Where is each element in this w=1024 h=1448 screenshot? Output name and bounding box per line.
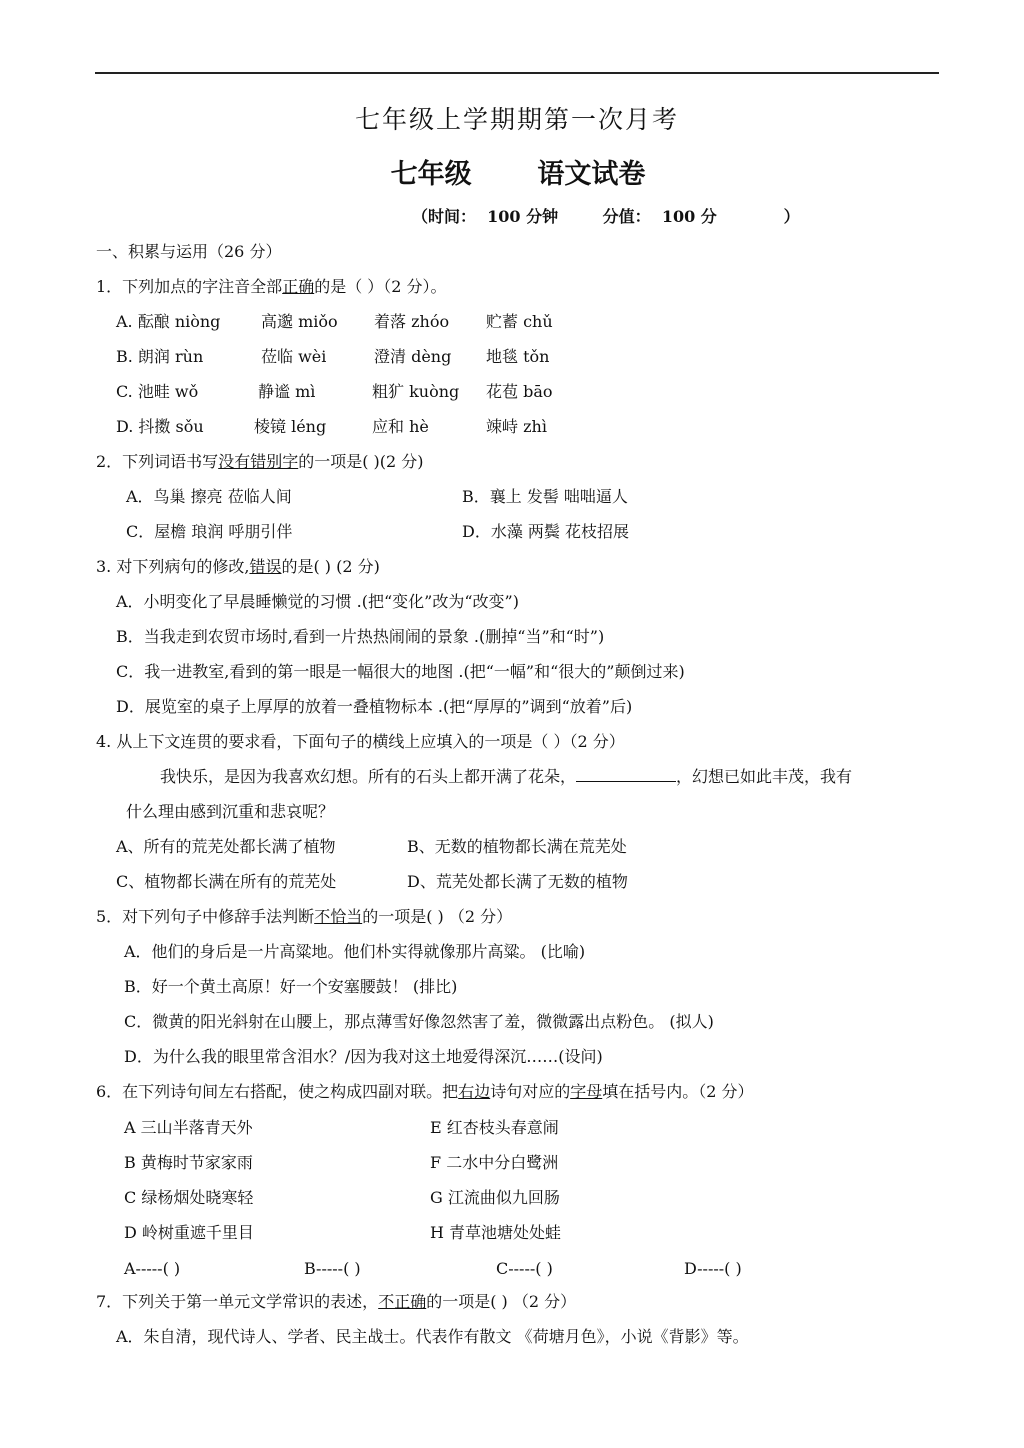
q7-option-a: A．朱自清，现代诗人、学者、民主战士。代表作有散文 《荷塘月色》，小说《背影》等。 [116, 1327, 749, 1346]
q3-option-c: C．我一进教室,看到的第一眼是一幅很大的地图 .(把“一幅”和“很大的”颠倒过来) [116, 662, 685, 681]
q6-right-line: H 青草池塘处处蛙 [430, 1223, 562, 1242]
q6-answer-slot[interactable]: D-----( ) [684, 1259, 742, 1278]
q1-option: 贮蓄 chǔ [486, 312, 553, 331]
q5-option-b: B．好一个黄土高原！好一个安塞腰鼓！ (排比) [124, 977, 458, 996]
emphasis-underline: 错误 [249, 557, 282, 576]
q6-right-line: F 二水中分白鹭洲 [430, 1153, 559, 1172]
q6-answer-slot[interactable]: B-----( ) [304, 1259, 361, 1278]
q6-answer-slot[interactable]: C-----( ) [496, 1259, 553, 1278]
question-6-stem: 6．在下列诗句间左右搭配，使之构成四副对联。把右边诗句对应的字母填在括号内。（2 分） [96, 1082, 754, 1101]
q1-option: 高邈 miǒo [261, 312, 338, 331]
q6-right-line: G 江流曲似九回肠 [430, 1188, 560, 1207]
emphasis-underline: 正确 [282, 277, 315, 296]
q4-passage: 我快乐，是因为我喜欢幻想。所有的石头上都开满了花朵， ，幻想已如此丰茂，我有 [160, 767, 853, 786]
emphasis-underline: 不恰当 [314, 907, 363, 926]
q6-left-line: A 三山半落青天外 [124, 1118, 253, 1137]
q1-option: A. 酝酿 niòng [116, 312, 221, 331]
emphasis-underline: 字母 [570, 1082, 603, 1101]
q4-option-b: B、无数的植物都长满在荒芜处 [407, 837, 627, 856]
q6-left-line: B 黄梅时节家家雨 [124, 1153, 253, 1172]
q3-option-d: D．展览室的桌子上厚厚的放着一叠植物标本 .(把“厚厚的”调到“放着”后) [116, 697, 633, 716]
question-3-stem: 3. 对下列病句的修改,错误的是( ) (2 分) [96, 557, 380, 576]
q1-option: 地毯 tǒn [486, 347, 550, 366]
q6-left-line: D 岭树重遮千里目 [124, 1223, 254, 1242]
q2-option-b: B．襄上 发髻 咄咄逼人 [462, 487, 628, 506]
question-4-stem: 4. 从上下文连贯的要求看，下面句子的横线上应填入的一项是（ ）（2 分） [96, 732, 625, 751]
q1-option: 着落 zhóo [374, 312, 450, 331]
q3-option-b: B．当我走到农贸市场时,看到一片热热闹闹的景象 .(删掉“当”和“时”) [116, 627, 605, 646]
question-2-stem: 2．下列词语书写没有错别字的一项是( )(2 分) [96, 452, 424, 471]
emphasis-underline: 不正确 [378, 1292, 427, 1311]
exam-meta: （时间： 100 分钟 分值： 100 分 ） [412, 207, 800, 226]
q5-option-c: C．微黄的阳光斜射在山腰上，那点薄雪好像忽然害了羞，微微露出点粉色。 (拟人) [124, 1012, 714, 1031]
question-5-stem: 5．对下列句子中修辞手法判断不恰当的一项是( ) （2 分） [96, 907, 513, 926]
q3-option-a: A．小明变化了早晨睡懒觉的习惯 .(把“变化”改为“改变”) [116, 592, 519, 611]
q2-option-a: A．鸟巢 擦亮 莅临人间 [126, 487, 292, 506]
q2-option-c: C．屋檐 琅润 呼朋引伴 [126, 522, 293, 541]
q4-option-a: A、所有的荒芜处都长满了植物 [116, 837, 336, 856]
q4-option-d: D、荒芜处都长满了无数的植物 [407, 872, 628, 891]
q1-option: C. 池畦 wǒ [116, 382, 199, 401]
q1-option: B. 朗润 rùn [116, 347, 204, 366]
q4-option-c: C、植物都长满在所有的荒芜处 [116, 872, 337, 891]
emphasis-underline: 右边 [458, 1082, 491, 1101]
q1-option: 澄清 dèng [374, 347, 452, 366]
q1-option: 竦峙 zhì [486, 417, 547, 436]
q1-option: D. 抖擞 sǒu [116, 417, 204, 436]
exam-subtitle: 七年级 语文试卷 [390, 159, 646, 190]
question-7-stem: 7．下列关于第一单元文学常识的表述，不正确的一项是( ) （2 分） [96, 1292, 577, 1311]
q1-option: 棱镜 léng [254, 417, 327, 436]
q1-option: 莅临 wèi [261, 347, 327, 366]
q2-option-d: D．水藻 两鬓 花枝招展 [462, 522, 630, 541]
answer-blank [576, 767, 676, 782]
emphasis-underline: 没有错别字 [218, 452, 299, 471]
section-heading: 一、积累与运用（26 分） [96, 242, 282, 261]
q6-left-line: C 绿杨烟处晓寒轻 [124, 1188, 254, 1207]
q5-option-d: D．为什么我的眼里常含泪水？/因为我对这土地爱得深沉……(设问) [124, 1047, 603, 1066]
q6-answer-slot[interactable]: A-----( ) [124, 1259, 181, 1278]
q5-option-a: A．他们的身后是一片高粱地。他们朴实得就像那片高粱。 (比喻) [124, 942, 586, 961]
q1-option: 静谧 mì [258, 382, 316, 401]
q1-option: 粗犷 kuòng [372, 382, 460, 401]
exam-title: 七年级上学期期第一次月考 [354, 105, 679, 134]
q4-passage-cont: 什么理由感到沉重和悲哀呢？ [126, 802, 335, 821]
top-rule [95, 72, 939, 74]
question-1-stem: 1．下列加点的字注音全部正确的是（ ）（2 分）。 [96, 277, 447, 296]
q1-option: 花苞 bāo [486, 382, 553, 401]
q1-option: 应和 hè [372, 417, 429, 436]
q6-right-line: E 红杏枝头春意闹 [430, 1118, 559, 1137]
